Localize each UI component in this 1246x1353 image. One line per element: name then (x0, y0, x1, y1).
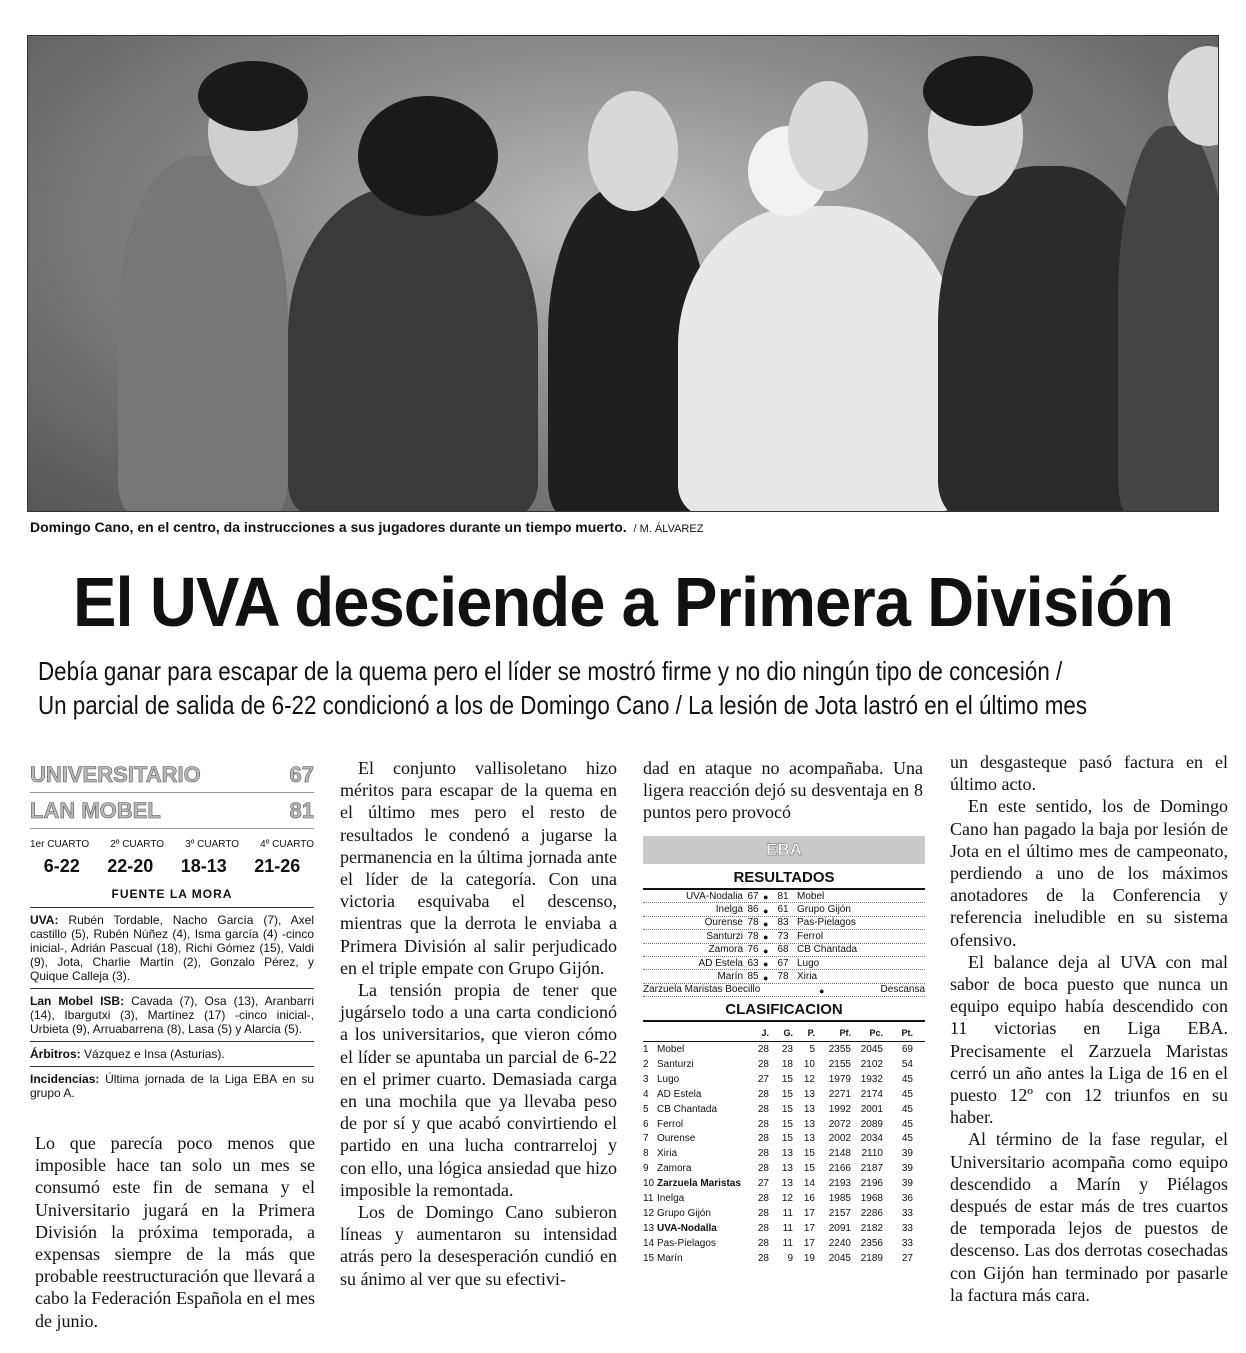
standings-pt: 45 (901, 1118, 913, 1130)
result-home-score: 85 (747, 971, 759, 983)
result-dot (763, 919, 773, 927)
standings-pt: 33 (901, 1222, 913, 1234)
standings-team: Ferrol (657, 1118, 684, 1130)
caption-text: Domingo Cano, en el centro, da instrucciones a sus jugadores durante un tiempo muerto. (30, 519, 627, 535)
standings-team: Grupo Gijón (657, 1207, 711, 1219)
standings-p: 13 (803, 1118, 815, 1130)
lan-lineup (30, 989, 314, 1042)
standings-pos: 5 (643, 1103, 649, 1115)
standings-pf: 1992 (828, 1103, 851, 1115)
result-row (643, 944, 925, 957)
standings-p: 16 (803, 1192, 815, 1204)
standings-pf: 2157 (828, 1207, 851, 1219)
standings-pf: 2002 (828, 1133, 851, 1145)
standings-j: 28 (757, 1148, 769, 1160)
result-away: Pas-Pielagos (797, 917, 856, 929)
result-dot (763, 906, 773, 914)
standings-pos: 7 (643, 1133, 649, 1145)
article-col-1 (35, 1132, 315, 1332)
result-row (643, 930, 925, 943)
result-row (643, 917, 925, 930)
standings-row (643, 1042, 925, 1057)
quarter-score: 21-26 (254, 856, 301, 876)
incidents-label: Incidencias: (30, 1072, 100, 1086)
quarter-label: 3º CUARTO (185, 839, 240, 850)
standings-g: 18 (781, 1058, 793, 1070)
standings-row (643, 1117, 925, 1132)
referees-label: Árbitros: (30, 1047, 81, 1061)
result-dot (763, 892, 773, 900)
referees (30, 1042, 314, 1067)
standings-row (643, 1087, 925, 1102)
standings-pt: 45 (901, 1133, 913, 1145)
standings-j: 28 (757, 1118, 769, 1130)
standings-pos: 3 (643, 1073, 649, 1085)
result-away-score: 83 (777, 917, 789, 929)
standings-row (643, 1206, 925, 1221)
standings-pf: 2355 (828, 1044, 851, 1056)
standings-p: 14 (803, 1178, 815, 1190)
standings-p: 15 (803, 1148, 815, 1160)
eba-table (643, 836, 925, 1265)
result-dot (763, 946, 773, 954)
incidents (30, 1067, 314, 1105)
standings-j: 28 (757, 1088, 769, 1100)
standings-pc: 2286 (860, 1207, 883, 1219)
standings-g: 15 (781, 1073, 793, 1085)
standings-p: 5 (809, 1044, 815, 1056)
standings-pt: 33 (901, 1207, 913, 1219)
standings-row (643, 1131, 925, 1146)
col-header: J. (761, 1028, 769, 1039)
standings-row (643, 1146, 925, 1161)
standings-pc: 1932 (860, 1073, 883, 1085)
standings-team: Xiria (657, 1148, 678, 1160)
paragraph: La tensión propia de tener que jugárselo todo a una carta condicionó a los universitarios, que vieron cómo el líder se apuntaba un parcial de 6-22 en el primer cuarto. Demasiada carga en una mochila que ya llevaba peso de por sí y que acabó convirtiendo el partido en una lucha contrarreloj y con ello, una lógica ansiedad que hizo imposible la remontada. (340, 980, 617, 1200)
subtitle-line-1: Debía ganar para escapar de la quema pero el líder se mostró firme y no dio ningún tipo de concesión / (38, 656, 1063, 686)
standings-pc: 2174 (860, 1088, 883, 1100)
quarter-label: 2º CUARTO (110, 839, 165, 850)
standings-g: 13 (781, 1178, 793, 1190)
subtitle (38, 654, 1088, 722)
standings-row (643, 1191, 925, 1206)
away-score: 81 (289, 797, 314, 823)
result-away-score: 61 (777, 904, 789, 916)
standings-p: 17 (803, 1222, 815, 1234)
result-home-score: 76 (747, 944, 759, 956)
result-home: Zarzuela Maristas Boecillo (643, 984, 761, 996)
standings-pos: 4 (643, 1088, 649, 1100)
standings-g: 11 (782, 1237, 793, 1249)
result-away: Descansa (880, 984, 925, 996)
paragraph: El balance deja al UVA con mal sabor de boca puesto que nunca un equipo equipo había descendido con 11 victorias en Liga EBA. Precisamente el Zarzuela Maristas cerró un año antes la Liga de 16 en el puesto 12º con 12 triunfos en su haber. (950, 951, 1228, 1128)
standings-p: 15 (803, 1163, 815, 1175)
standings-j: 28 (757, 1222, 769, 1234)
venue: FUENTE LA MORA (30, 887, 314, 908)
result-home: Ourense (704, 917, 743, 929)
bye-dot (819, 986, 829, 994)
standings-g: 11 (782, 1222, 793, 1234)
standings-team: Marín (657, 1252, 683, 1264)
lineup-label: Lan Mobel ISB: (30, 994, 125, 1008)
standings-j: 28 (757, 1192, 769, 1204)
standings-pt: 69 (901, 1044, 913, 1056)
quarter-score: 6-22 (43, 856, 80, 876)
standings-g: 11 (782, 1207, 793, 1219)
standings-g: 13 (781, 1148, 793, 1160)
standings-j: 28 (757, 1237, 769, 1249)
standings-pos: 1 (643, 1044, 649, 1056)
standings-pc: 2089 (860, 1118, 883, 1130)
standings-title: CLASIFICACION (643, 997, 925, 1022)
standings-row (643, 1072, 925, 1087)
result-dot (763, 959, 773, 967)
col-header: Pt. (901, 1028, 913, 1039)
standings-g: 13 (781, 1163, 793, 1175)
result-away: CB Chantada (797, 944, 858, 956)
result-away-score: 78 (777, 971, 789, 983)
result-home: UVA-Nodalia (685, 890, 743, 902)
standings-row (643, 1251, 925, 1266)
result-home: Marín (717, 971, 743, 983)
standings-p: 10 (803, 1058, 815, 1070)
standings-pc: 2189 (860, 1252, 883, 1264)
standings-header (643, 1022, 925, 1042)
standings-j: 28 (757, 1163, 769, 1175)
standings-p: 13 (803, 1088, 815, 1100)
standings-pc: 2196 (860, 1178, 883, 1190)
paragraph: El conjunto vallisoletano hizo méritos para escapar de la quema en el último mes pero el resto de resultados le condenó a jugarse la permanencia en la última jornada ante el líder de la categoría. Con una victoria esquivaba el descenso, mientras que la derrota le enviaba a Primera División al salir perjudicado en el triple empate con Grupo Gijón. (340, 758, 617, 978)
col-header: Pc. (869, 1028, 883, 1039)
result-home-score: 78 (747, 930, 759, 942)
standings-pt: 39 (901, 1178, 913, 1190)
standings-row (643, 1161, 925, 1176)
standings-pt: 45 (901, 1073, 913, 1085)
result-dot (763, 932, 773, 940)
standings-pc: 2182 (860, 1222, 883, 1234)
result-home: Zamora (708, 944, 743, 956)
result-home-score: 67 (747, 890, 759, 902)
standings-pos: 2 (643, 1058, 649, 1070)
quarter-label: 1er CUARTO (30, 839, 90, 850)
team-row-home (30, 757, 314, 793)
standings-pf: 2091 (828, 1222, 851, 1234)
standings-pc: 1968 (860, 1192, 883, 1204)
standings-pf: 2240 (828, 1237, 851, 1249)
result-home-score: 63 (747, 957, 759, 969)
article-col-4 (950, 751, 1228, 1306)
lineup-label: UVA: (30, 913, 59, 927)
quarter-score: 22-20 (107, 856, 154, 876)
standings-team: Zamora (657, 1163, 692, 1175)
standings-team: Lugo (657, 1073, 680, 1085)
standings-p: 17 (803, 1207, 815, 1219)
quarter-score: 18-13 (180, 856, 227, 876)
photo-credit: / M. ÁLVAREZ (633, 523, 704, 535)
standings-pos: 12 (643, 1207, 655, 1219)
standings-pos: 13 (643, 1222, 655, 1234)
result-away-score: 67 (777, 957, 789, 969)
result-row (643, 890, 925, 903)
paragraph: Lo que parecía poco menos que imposible hace tan solo un mes se consumó este fin de semana y el Universitario jugará en la Primera División la próxima temporada, a expensas siempre de la más que probable reestructuración que llevará a cabo la Federación Española en el mes de junio. (35, 1133, 315, 1331)
paragraph: Al término de la fase regular, el Universitario acompaña como equipo descendido a Marín y Piélagos después de estar más de tres cuartos de temporada lejos de puestos de descenso. Las dos derrotas cosechadas con Gijón han terminado por pasarle la factura más cara. (950, 1129, 1228, 1305)
news-photo (27, 35, 1219, 512)
standings-g: 9 (787, 1252, 793, 1264)
article-col-2 (340, 757, 617, 1290)
result-away-score: 73 (777, 930, 789, 942)
standings-team: AD Estela (657, 1088, 702, 1100)
standings-team: Ourense (657, 1133, 696, 1145)
standings-row (643, 1236, 925, 1251)
league-banner: EBA (643, 836, 925, 864)
result-dot (763, 973, 773, 981)
standings-pt: 33 (901, 1237, 913, 1249)
standings-p: 13 (803, 1133, 815, 1145)
article-col-3 (643, 757, 923, 824)
uva-lineup (30, 908, 314, 989)
standings-pos: 15 (643, 1252, 655, 1264)
standings-j: 27 (757, 1178, 769, 1190)
standings-j: 28 (757, 1044, 769, 1056)
standings-pc: 2356 (860, 1237, 883, 1249)
standings-g: 23 (781, 1044, 793, 1056)
standings-j: 28 (757, 1252, 769, 1264)
standings-pf: 2193 (828, 1178, 851, 1190)
standings-list (643, 1042, 925, 1265)
standings-pt: 45 (901, 1088, 913, 1100)
standings-pos: 14 (643, 1237, 655, 1249)
result-away: Mobel (797, 890, 825, 902)
standings-j: 28 (757, 1058, 769, 1070)
standings-pf: 2045 (828, 1252, 851, 1264)
results-title: RESULTADOS (643, 864, 925, 890)
quarter-labels (30, 839, 314, 850)
standings-pt: 36 (901, 1192, 913, 1204)
paragraph: un desgasteque pasó factura en el último acto. (950, 752, 1228, 795)
standings-pos: 9 (643, 1163, 649, 1175)
standings-row (643, 1057, 925, 1072)
result-row (643, 984, 925, 997)
result-home-score: 78 (747, 917, 759, 929)
lineup-players: Rubén Tordable, Nacho García (7), Axel castillo (5), Rubén Núñez (4), Isma garcía (4) -cinco inicial-, Adrián Pascual (18), Richi Gómez (15), Valdi (9), Jota, Charlie Martín (2), Gonzalo Pérez, y Quique Calleja (3). (30, 913, 315, 983)
standings-j: 28 (757, 1133, 769, 1145)
home-score: 67 (289, 761, 314, 787)
standings-pos: 11 (643, 1192, 654, 1204)
result-away: Ferrol (797, 930, 824, 942)
result-row (643, 903, 925, 916)
subtitle-line-2: Un parcial de salida de 6-22 condicionó a los de Domingo Cano / La lesión de Jota lastró en el último mes (38, 690, 1088, 720)
standings-pc: 2110 (861, 1148, 883, 1160)
results-list (643, 890, 925, 997)
standings-p: 13 (803, 1103, 815, 1115)
result-row (643, 970, 925, 983)
standings-j: 28 (757, 1103, 769, 1115)
quarter-label: 4º CUARTO (260, 839, 314, 850)
standings-pc: 2045 (860, 1044, 883, 1056)
standings-team: Zarzuela Maristas (657, 1178, 741, 1190)
standings-p: 19 (803, 1252, 815, 1264)
result-away: Xiria (797, 971, 818, 983)
standings-g: 15 (781, 1118, 793, 1130)
standings-pos: 10 (643, 1178, 655, 1190)
result-away-score: 81 (777, 890, 789, 902)
standings-pc: 2102 (860, 1058, 883, 1070)
referees-names: Vázquez e Insa (Asturias). (84, 1047, 225, 1061)
standings-pf: 1985 (828, 1192, 851, 1204)
incidents-text: Última jornada de la Liga EBA en su grupo A. (30, 1072, 314, 1100)
result-home: AD Estela (698, 957, 743, 969)
standings-pf: 2271 (828, 1088, 851, 1100)
quarter-scores (30, 856, 314, 877)
standings-j: 28 (757, 1207, 769, 1219)
standings-pos: 6 (643, 1118, 649, 1130)
result-away: Grupo Gijón (797, 904, 851, 916)
standings-row (643, 1102, 925, 1117)
lineup-players: Cavada (7), Osa (13), Aranbarri (14), Ibargutxi (3), Martínez (17) -cinco inicial-, Urbieta (9), Arruabarrena (8), Lasa (5) y Alarcia (5). (30, 994, 314, 1036)
result-home-score: 86 (747, 904, 759, 916)
standings-team: Santurzi (657, 1058, 694, 1070)
paragraph: En este sentido, los de Domingo Cano han pagado la baja por lesión de Jota en el último mes de campeonato, perdiendo a uno de los máximos anotadores de la Conferencia y referencia ineludible en su sistema ofensivo. (950, 796, 1228, 950)
standings-team: Inelga (657, 1192, 685, 1204)
away-team: LAN MOBEL (30, 797, 161, 823)
standings-row (643, 1176, 925, 1191)
headline: El UVA desciende a Primera División (73, 563, 1173, 641)
col-header: Pf. (839, 1028, 851, 1039)
standings-pt: 39 (901, 1163, 913, 1175)
result-home: Santurzi (706, 930, 743, 942)
paragraph: dad en ataque no acompañaba. Una ligera reacción dejó su desventaja en 8 puntos pero provocó (643, 758, 923, 823)
standings-pos: 8 (643, 1148, 649, 1160)
standings-g: 15 (781, 1133, 793, 1145)
result-away-score: 68 (777, 944, 789, 956)
standings-row (643, 1221, 925, 1236)
standings-team: Pas-Pielagos (657, 1237, 716, 1249)
standings-pf: 2166 (828, 1163, 851, 1175)
standings-team: UVA-Nodalla (657, 1222, 717, 1234)
standings-pt: 54 (901, 1058, 913, 1070)
standings-p: 12 (803, 1073, 815, 1085)
standings-p: 17 (803, 1237, 815, 1249)
standings-pt: 27 (901, 1252, 913, 1264)
photo-caption (30, 519, 703, 535)
standings-g: 15 (781, 1103, 793, 1115)
standings-j: 27 (757, 1073, 769, 1085)
standings-pc: 2034 (860, 1133, 883, 1145)
standings-pf: 1979 (828, 1073, 851, 1085)
scorebox (30, 757, 314, 1105)
col-header: G. (783, 1028, 793, 1039)
home-team: UNIVERSITARIO (30, 761, 201, 787)
standings-team: CB Chantada (657, 1103, 718, 1115)
standings-pf: 2072 (828, 1118, 851, 1130)
standings-pc: 2187 (860, 1163, 883, 1175)
result-home: Inelga (715, 904, 743, 916)
standings-pt: 39 (901, 1148, 913, 1160)
standings-pt: 45 (901, 1103, 913, 1115)
standings-pc: 2001 (860, 1103, 883, 1115)
team-row-away (30, 793, 314, 829)
result-row (643, 957, 925, 970)
standings-pf: 2155 (828, 1058, 851, 1070)
paragraph: Los de Domingo Cano subieron líneas y aumentaron su intensidad atrás pero la desesperación cundió en su ánimo al ver que su efectivi- (340, 1202, 617, 1289)
result-away: Lugo (797, 957, 820, 969)
standings-team: Mobel (657, 1044, 685, 1056)
standings-pf: 2148 (828, 1148, 851, 1160)
col-header: P. (807, 1028, 815, 1039)
standings-g: 12 (781, 1192, 793, 1204)
standings-g: 15 (781, 1088, 793, 1100)
